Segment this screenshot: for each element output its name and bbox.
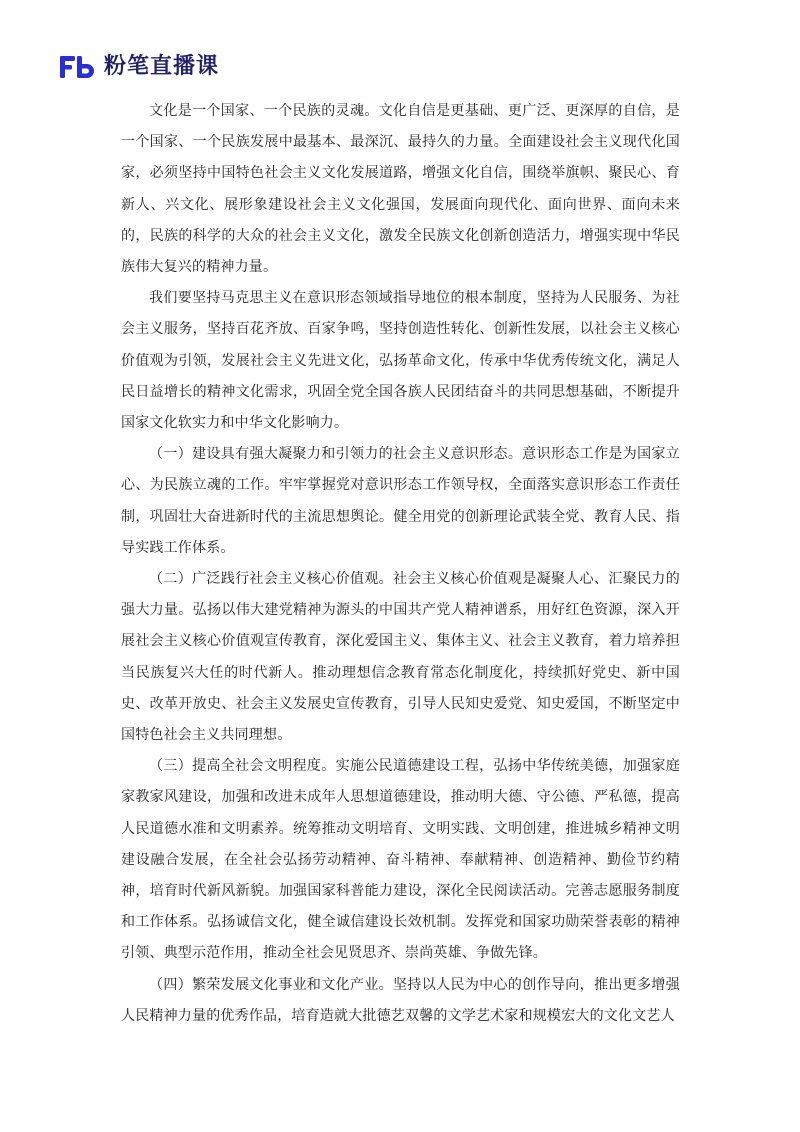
- paragraph-4: （二）广泛践行社会主义核心价值观。社会主义核心价值观是凝聚人心、汇聚民力的强大力量。弘扬以伟大建党精神为源头的中国共产党人精神谱系，用好红色资源，深入开展社会主义核心价值观宣传教育，深化爱国主义、集体主义、社会主义教育，着力培养担当民族复兴大任的时代新人。推动理想信念教育常态化制度化，持续抓好党史、新中国史、改革开放史、社会主义发展史宣传教育，引导人民知史爱党、知史爱国，不断坚定中国特色社会主义共同理想。: [121, 571, 680, 744]
- paragraph-1: 文化是一个国家、一个民族的灵魂。文化自信是更基础、更广泛、更深厚的自信，是一个国家、一个民族发展中最基本、最深沉、最持久的力量。全面建设社会主义现代化国家，必须坚持中国特色社会主义文化发展道路，增强文化自信，围绕举旗帜、聚民心、育新人、兴文化、展形象建设社会主义文化强国，发展面向现代化、面向世界、面向未来的，民族的科学的大众的社会主义文化，激发全民族文化创新创造活力，增强实现中华民族伟大复兴的精神力量。: [121, 103, 680, 276]
- paragraph-6: （四）繁荣发展文化事业和文化产业。坚持以人民为中心的创作导向，推出更多增强人民精神力量的优秀作品，培育造就大批德艺双馨的文学艺术家和规模宏大的文化文艺人: [121, 976, 680, 1024]
- brand-name: 粉笔直播课: [104, 54, 220, 79]
- paragraph-3: （一）建设具有强大凝聚力和引领力的社会主义意识形态。意识形态工作是为国家立心、为民族立魂的工作。牢牢掌握党对意识形态工作领导权，全面落实意识形态工作责任制，巩固壮大奋进新时代的主流思想舆论。健全用党的创新理论武装全党、教育人民、指导实践工作体系。: [121, 446, 680, 556]
- document-body: [121, 96, 680, 1032]
- paragraph-5: （三）提高全社会文明程度。实施公民道德建设工程，弘扬中华传统美德，加强家庭家教家风建设，加强和改进未成年人思想道德建设，推动明大德、守公德、严私德，提高人民道德水准和文明素养。统筹推动文明培育、文明实践、文明创建，推进城乡精神文明建设融合发展，在全社会弘扬劳动精神、奋斗精神、奉献精神、创造精神、勤俭节约精神，培育时代新风新貌。加强国家科普能力建设，深化全民阅读活动。完善志愿服务制度和工作体系。弘扬诚信文化，健全诚信建设长效机制。发挥党和国家功勋荣誉表彰的精神引领、典型示范作用，推动全社会见贤思齐、崇尚英雄、争做先锋。: [121, 758, 680, 962]
- fenbi-logo-icon: [58, 52, 98, 82]
- page-header: [58, 52, 219, 82]
- paragraph-2: 我们要坚持马克思主义在意识形态领域指导地位的根本制度，坚持为人民服务、为社会主义服务，坚持百花齐放、百家争鸣，坚持创造性转化、创新性发展，以社会主义核心价值观为引领，发展社会主义先进文化，弘扬革命文化，传承中华优秀传统文化，满足人民日益增长的精神文化需求，巩固全党全国各族人民团结奋斗的共同思想基础，不断提升国家文化软实力和中华文化影响力。: [121, 290, 680, 432]
